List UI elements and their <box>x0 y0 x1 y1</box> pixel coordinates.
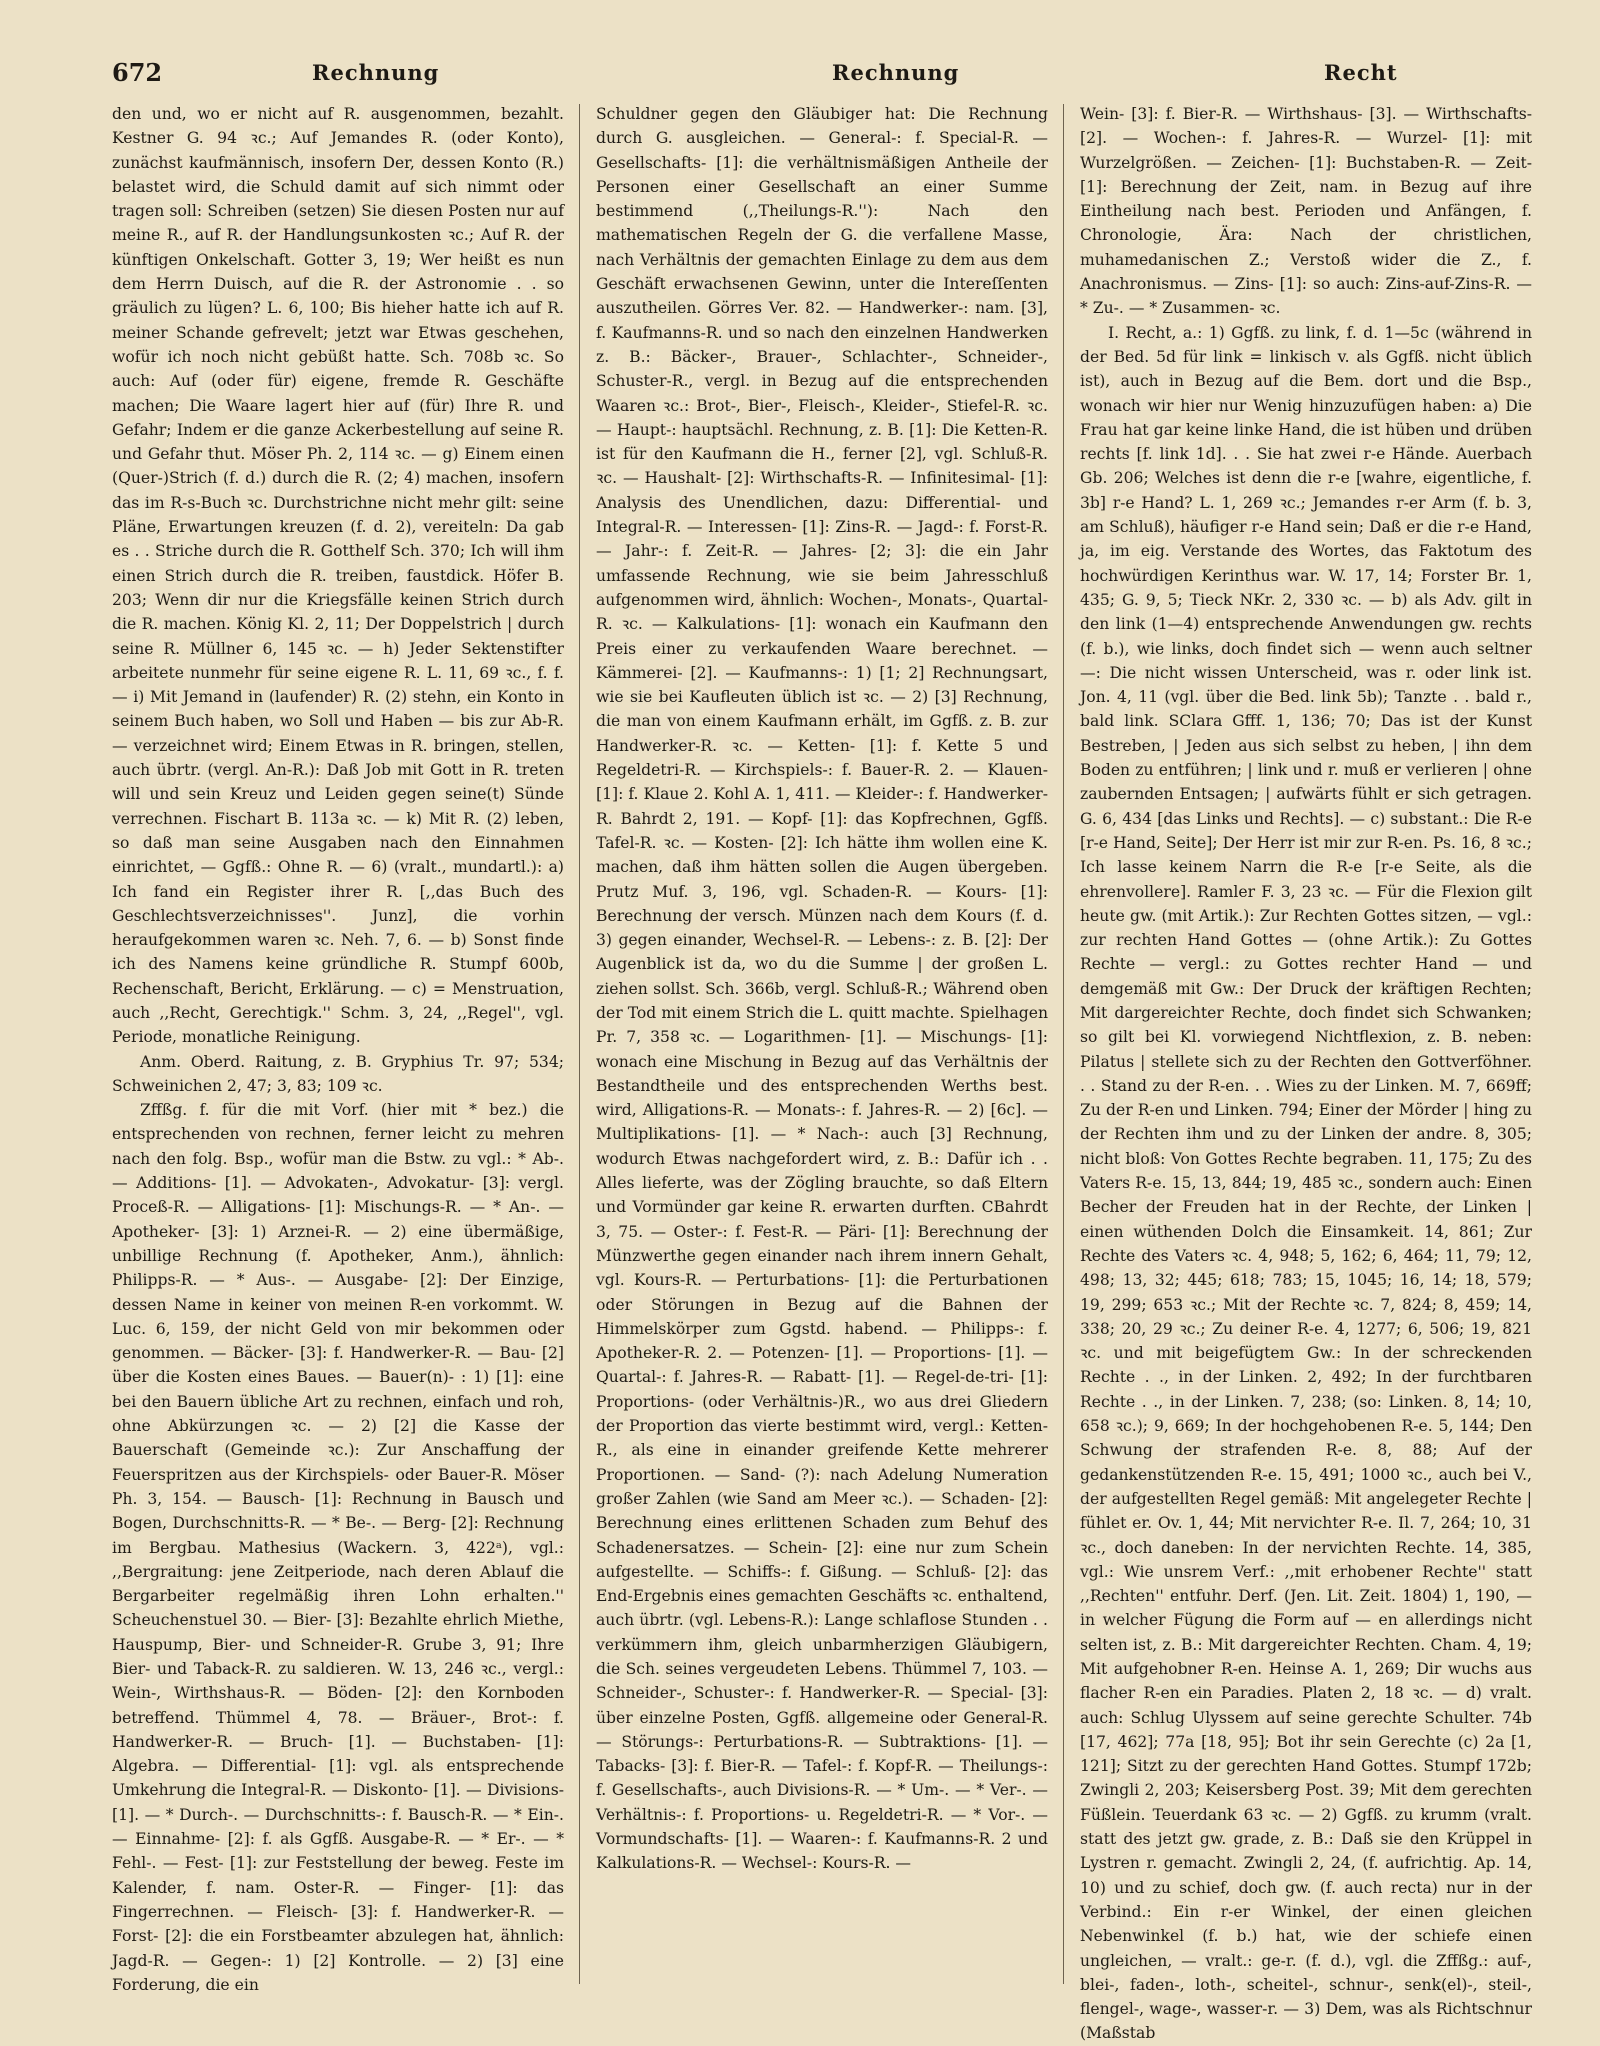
text-column-2 <box>596 102 1048 1992</box>
column-divider <box>1063 104 1064 1984</box>
paragraph: Zffßg. f. für die mit Vorf. (hier mit * bez.) die entsprechenden von rechnen, ferner leicht zu mehren nach den folg. Bsp., wofür man die Bstw. zu vgl.: * Ab-. — Additions- [1]. — Advokaten-, Advokatur- [3]: vergl. Proceß-R. — Alligations- [1]: Mischungs-R. — * An-. — Apotheker- [3]: 1) Arznei-R. — 2) eine übermäßige, unbillige Rechnung (f. Apotheker, Anm.), ähnlich: Philipps-R. — * Aus-. — Ausgabe- [2]: Der Einzige, dessen Name in keiner von meinen R-en vorkommt. W. Luc. 6, 159, der nicht Geld von mir bekommen oder genommen. — Bäcker- [3]: f. Handwerker-R. — Bau- [2] über die Kosten eines Baues. — Bauer(n)- : 1) [1]: eine bei den Bauern übliche Art zu rechnen, einfach und roh, ohne Abkürzungen ꝛc. — 2) [2] die Kasse der Bauerschaft (Gemeinde ꝛc.): Zur Anschaffung der Feuerspritzen aus der Kirchspiels- oder Bauer-R. Möser Ph. 3, 154. — Bausch- [1]: Rechnung in Bausch und Bogen, Durchschnitts-R. — * Be-. — Berg- [2]: Rechnung im Bergbau. Mathesius (Wackern. 3, 422ᵃ), vgl.: ,,Bergraitung: jene Zeitperiode, nach deren Ablauf die Bergarbeiter regelmäßig ihren Lohn erhalten.'' Scheuchenstuel 30. — Bier- [3]: Bezahlte ehrlich Miethe, Hauspump, Bier- und Schneider-R. Grube 3, 91; Ihre Bier- und Taback-R. zu saldieren. W. 13, 246 ꝛc., vergl.: Wein-, Wirthshaus-R. — Böden- [2]: den Kornboden betreffend. Thümmel 4, 78. — Bräuer-, Brot-: f. Handwerker-R. — Bruch- [1]. — Buchstaben- [1]: Algebra. — Differential- [1]: vgl. als entsprechende Umkehrung die Integral-R. — Diskonto- [1]. — Divisions- [1]. — * Durch-. — Durchschnitts-: f. Bausch-R. — * Ein-. — Einnahme- [2]: f. als Ggfß. Ausgabe-R. — * Er-. — * Fehl-. — Fest- [1]: zur Feststellung der beweg. Feste im Kalender, f. nam. Oster-R. — Finger- [1]: das Fingerrechnen. — Fleisch- [3]: f. Handwerker-R. — Forst- [2]: die ein Forstbeamter abzulegen hat, ähnlich: Jagd-R. — Gegen-: 1) [2] Kontrolle. — 2) [3] eine Forderung, die ein <box>112 1101 564 1994</box>
text-column-3 <box>1080 102 1532 2043</box>
column-divider <box>579 104 580 1984</box>
paragraph: den und, wo er nicht auf R. ausgenommen, bezahlt. Kestner G. 94 ꝛc.; Auf Jemandes R. (oder Konto), zunächst kaufmännisch, insofern Der, dessen Konto (R.) belastet wird, die Schuld damit auf sich nimmt oder tragen soll: Schreiben (setzen) Sie diesen Posten nur auf meine R., auf R. der Handlungsunkosten ꝛc.; Auf R. der künftigen Onkelschaft. Gotter 3, 19; Wer heißt es nun dem Herrn Duisch, auf die R. der Astronomie . . so gräulich zu lügen? L. 6, 100; Bis hieher hatte ich auf R. meiner Schande gefrevelt; jetzt war Etwas geschehen, wofür ich noch nicht gebüßt hatte. Sch. 708b ꝛc. So auch: Auf (oder für) eigene, fremde R. Geschäfte machen; Die Waare lagert hier auf (für) Ihre R. und Gefahr; Indem er die ganze Ackerbestellung auf seine R. und Gefahr thut. Möser Ph. 2, 114 ꝛc. — g) Einem einen (Quer-)Strich (f. d.) durch die R. (2; 4) machen, insofern das im R-s-Buch ꝛc. Durchstrichne nicht mehr gilt: seine Pläne, Erwartungen kreuzen (f. d. 2), vereiteln: Da gab es . . Striche durch die R. Gotthelf Sch. 370; Ich will ihm einen Strich durch die R. treiben, faustdick. Höfer B. 203; Wenn dir nur die Kriegsfälle keinen Strich durch die R. machen. König Kl. 2, 11; Der Doppelstrich | durch seine R. Müllner 6, 145 ꝛc. — h) Jeder Sektenstifter arbeitete nunmehr für seine eigene R. L. 11, 69 ꝛc., f. f. — i) Mit Jemand in (laufender) R. (2) stehn, ein Konto in seinem Buch haben, wo Soll und Haben — bis zur Ab-R. — verzeichnet wird; Einem Etwas in R. bringen, stellen, auch übrtr. (vergl. An-R.): Daß Job mit Gott in R. treten will und sein Kreuz und Leiden gegen seine(t) Sünde verrechnen. Fischart B. 113a ꝛc. — k) Mit R. (2) leben, so daß man seine Ausgaben nach den Einnahmen einrichtet, — Ggfß.: Ohne R. — 6) (vralt., mundartl.): a) Ich fand ein Register ihrer R. [,,das Buch des Geschlechtsverzeichnisses''. Junz], die vorhin heraufgekommen waren ꝛc. Neh. 7, 6. — b) Sonst finde ich des Namens keine gründliche R. Stumpf 600b, Rechenschaft, Bericht, Erklärung. — c) = Menstruation, auch ,,Recht, Gerechtigk.'' Schm. 3, 24, ,,Regel'', vgl. Periode, monatliche Reinigung. <box>112 105 564 1047</box>
paragraph: Wein- [3]: f. Bier-R. — Wirthshaus- [3]. — Wirthschafts- [2]. — Wochen-: f. Jahres-R. — Wurzel- [1]: mit Wurzelgrößen. — Zeichen- [1]: Buchstaben-R. — Zeit- [1]: Berechnung der Zeit, nam. in Bezug auf ihre Eintheilung nach best. Perioden und Anfängen, f. Chronologie, Ära: Nach der christlichen, muhamedanischen Z.; Verstoß wider die Z., f. Anachronismus. — Zins- [1]: so auch: Zins-auf-Zins-R. — * Zu-. — * Zusammen- ꝛc. <box>1080 105 1532 318</box>
running-head-center: Rechnung <box>832 60 960 85</box>
page-number: 672 <box>112 58 163 87</box>
running-head-right: Recht <box>1324 60 1398 85</box>
entry-recht: I. Recht, a.: 1) Ggfß. zu link, f. d. 1—5c (während in der Bed. 5d für link = linkisch v. als Ggfß. nicht üblich ist), auch in Bezug auf die Bem. dort und die Bsp., wonach wir hier nur Wenig hinzuzufügen haben: a) Die Frau hat gar keine linke Hand, die ist hüben und drüben rechts [f. link 1d]. . . Sie hat zwei r-e Hände. Auerbach Gb. 206; Welches ist denn die r-e [wahre, eigentliche, f. 3b] r-e Hand? L. 1, 269 ꝛc.; Jemandes r-er Arm (f. b. 3, am Schluß), häufiger r-e Hand sein; Daß er die r-e Hand, ja, im eig. Verstande des Wortes, das Faktotum des hochwürdigen Kerinthus war. W. 17, 14; Forster Br. 1, 435; G. 9, 5; Tieck NKr. 2, 330 ꝛc. — b) als Adv. gilt in den link (1—4) entsprechende Anwendungen gw. rechts (f. b.), wie links, doch findet sich — wenn auch seltner —: Die nicht wissen Unterscheid, was r. oder link ist. Jon. 4, 11 (vgl. über die Bed. link 5b); Tanzte . . bald r., bald link. SClara Gfff. 1, 136; 70; Das ist der Kunst Bestreben, | Jeden aus sich selbst zu heben, | ihn dem Boden zu entführen; | link und r. muß er verlieren | ohne zaubernden Entsagen; | aufwärts fühlt er sich getragen. G. 6, 434 [das Links und Rechts]. — c) substant.: Die R-e [r-e Hand, Seite]; Der Herr ist mir zur R-en. Ps. 16, 8 ꝛc.; Ich lasse keinem Narrn die R-e [r-e Seite, als die ehrenvollere]. Ramler F. 3, 23 ꝛc. — Für die Flexion gilt heute gw. (mit Artik.): Zur Rechten Gottes sitzen, — vgl.: zur rechten Hand Gottes — (ohne Artik.): Zu Gottes Rechte — vergl.: zu Gottes rechter Hand — und demgemäß mit Gw.: Der Druck der kräftigen Rechten; Mit dargereichter Rechte, doch findet sich Schwanken; so gilt bei Kl. vorwiegend Nichtflexion, z. B. neben: Pilatus | stellete sich zu der Rechten den Gottverföhner. . . Stand zu der R-en. . . Wies zu der Linken. M. 7, 669ff; Zu der R-en und Linken. 794; Einer der Mörder | hing zu der Rechten ihm und zu der Linken der andre. 8, 305; nicht bloß: Von Gottes Rechte begraben. 11, 175; Zu des Vaters R-e. 15, 13, 844; 19, 485 ꝛc., sondern auch: Einen Becher der Freuden hat in der Rechte, der Linken | einen wüthenden Dolch die Einsamkeit. 14, 861; Zur Rechte des Vaters ꝛc. 4, 948; 5, 162; 6, 464; 11, 79; 12, 498; 13, 32; 445; 618; 783; 15, 1045; 16, 14; 18, 579; 19, 299; 653 ꝛc.; Mit der Rechte ꝛc. 7, 824; 8, 459; 14, 338; 20, 29 ꝛc.; Zu deiner R-e. 4, 1277; 6, 506; 19, 821 ꝛc. und mit beigefügtem Gw.: In der schreckenden Rechte . ., in der Linken. 2, 492; In der furchtbaren Rechte . ., in der Linken. 7, 238; (so: Linken. 8, 14; 10, 658 ꝛc.); 9, 669; In der hochgehobenen R-e. 5, 144; Den Schwung der strafenden R-e. 8, 88; Auf der gedankenstützenden R-e. 15, 491; 1000 ꝛc., auch bei V., der aufgestellten Regel gemäß: Mit angelegeter Rechte | fühlet er. Ov. 1, 44; Mit nervichter R-e. Il. 7, 264; 10, 31 ꝛc., doch daneben: In der nervichten Rechte. 14, 385, vgl.: Wie unsrem Verf.: ,,mit erhobener Rechte'' statt ,,Rechten'' entfuhr. Derf. (Jen. Lit. Zeit. 1804) 1, 190, — in welcher Fügung die Form auf — en allerdings nicht selten ist, z. B.: Mit dargereichter Rechten. Cham. 4, 19; Mit aufgehobner R-en. Heinse A. 1, 269; Dir wuchs aus flacher R-en ein Paradies. Platen 2, 18 ꝛc. — d) vralt. auch: Schlug Ulyssem auf seine gerechte Schulter. 74b [17, 462]; 77a [18, 95]; Bot ihr sein Gerechte (c) 2a [1, 121]; Sitzt zu der gerechten Hand Gottes. Stumpf 172b; Zwingli 2, 203; Keisersberg Post. 39; Mit dem gerechten Füßlein. Teuerdank 63 ꝛc. — 2) Ggfß. zu krumm (vralt. statt des jetzt gw. grade, z. B.: Daß sie den Krüppel in Lystren r. gemacht. Zwingli 2, 24, (f. aufrichtig. Ap. 14, 10) und zu schief, doch gw. (f. auch recta) nur in der Verbind.: Ein r-er Winkel, der einen gleichen Nebenwinkel (f. b.) hat, wie der schiefe einen ungleichen, — vralt.: ge-r. (f. d.), vgl. die Zffßg.: auf-, blei-, faden-, loth-, scheitel-, schnur-, senk(el)-, steil-, flengel-, wage-, wasser-r. — 3) Dem, was als Richtschnur (Maßstab <box>1080 323 1532 2043</box>
page-header <box>112 58 1532 94</box>
running-head-left: Rechnung <box>312 60 440 85</box>
paragraph-note: Anm. Oberd. Raitung, z. B. Gryphius Tr. 97; 534; Schweinichen 2, 47; 3, 83; 109 ꝛc. <box>112 1052 564 1095</box>
text-column-1 <box>112 102 564 1992</box>
paragraph: Schuldner gegen den Gläubiger hat: Die Rechnung durch G. ausgleichen. — General-: f. Special-R. — Gesellschafts- [1]: die verhältnismäßigen Antheile der Personen einer Gesellschaft an einer Summe bestimmend (,,Theilungs-R.''): Nach den mathematischen Regeln der G. die verfallene Masse, nach Verhältnis der gemachten Einlage zu dem aus dem Geschäft erwachsenen Gewinn, unter die Intereſſenten auszutheilen. Görres Ver. 82. — Handwerker-: nam. [3], f. Kaufmanns-R. und so nach den einzelnen Handwerken z. B.: Bäcker-, Brauer-, Schlachter-, Schneider-, Schuster-R., vergl. in Bezug auf die entsprechenden Waaren ꝛc.: Brot-, Bier-, Fleisch-, Kleider-, Stiefel-R. ꝛc. — Haupt-: hauptsächl. Rechnung, z. B. [1]: Die Ketten-R. ist für den Kaufmann die H., ferner [2], vgl. Schluß-R. ꝛc. — Haushalt- [2]: Wirthschafts-R. — Infinitesimal- [1]: Analysis des Unendlichen, dazu: Differential- und Integral-R. — Interessen- [1]: Zins-R. — Jagd-: f. Forst-R. — Jahr-: f. Zeit-R. — Jahres- [2; 3]: die ein Jahr umfassende Rechnung, wie sie beim Jahresschluß aufgenommen wird, ähnlich: Wochen-, Monats-, Quartal-R. ꝛc. — Kalkulations- [1]: wonach ein Kaufmann den Preis einer zu verkaufenden Waare berechnet. — Kämmerei- [2]. — Kaufmanns-: 1) [1; 2] Rechnungsart, wie sie bei Kaufleuten üblich ist ꝛc. — 2) [3] Rechnung, die man von einem Kaufmann erhält, im Ggfß. z. B. zur Handwerker-R. ꝛc. — Ketten- [1]: f. Kette 5 und Regeldetri-R. — Kirchspiels-: f. Bauer-R. 2. — Klauen- [1]: f. Klaue 2. Kohl A. 1, 411. — Kleider-: f. Handwerker-R. Bahrdt 2, 191. — Kopf- [1]: das Kopfrechnen, Ggfß. Tafel-R. ꝛc. — Kosten- [2]: Ich hätte ihm wollen eine K. machen, daß ihm hätten sollen die Augen übergeben. Prutz Muf. 3, 196, vgl. Schaden-R. — Kours- [1]: Berechnung der versch. Münzen nach dem Kours (f. d. 3) gegen einander, Wechsel-R. — Lebens-: z. B. [2]: Der Augenblick ist da, wo du die Summe | der großen L. ziehen sollst. Sch. 366b, vergl. Schluß-R.; Während oben der Tod mit einem Strich die L. quitt machte. Spielhagen Pr. 7, 358 ꝛc. — Logarithmen- [1]. — Mischungs- [1]: wonach eine Mischung in Bezug auf das Verhältnis der Bestandtheile und des entsprechenden Werths best. wird, Alligations-R. — Monats-: f. Jahres-R. — 2) [6c]. — Multiplikations- [1]. — * Nach-: auch [3] Rechnung, wodurch Etwas nachgefordert wird, z. B.: Dafür ich . . Alles lieferte, was der Zögling brauchte, so daß Eltern und Vormünder gar keine R. erwarten durften. CBahrdt 3, 75. — Oster-: f. Fest-R. — Päri- [1]: Berechnung der Münzwerthe gegen einander nach ihrem innern Gehalt, vgl. Kours-R. — Perturbations- [1]: die Perturbationen oder Störungen in Bezug auf die Bahnen der Himmelskörper zum Ggstd. habend. — Philipps-: f. Apotheker-R. 2. — Potenzen- [1]. — Proportions- [1]. — Quartal-: f. Jahres-R. — Rabatt- [1]. — Regel-de-tri- [1]: Proportions- (oder Verhältnis-)R., wo aus drei Gliedern der Proportion das vierte bestimmt wird, vergl.: Ketten-R., als eine in einander greifende Kette mehrerer Proportionen. — Sand- (?): nach Adelung Numeration großer Zahlen (wie Sand am Meer ꝛc.). — Schaden- [2]: Berechnung eines erlittenen Schaden zum Behuf des Schadenersatzes. — Schein- [2]: eine nur zum Schein aufgestellte. — Schiffs-: f. Gißung. — Schluß- [2]: das End-Ergebnis eines gemachten Geschäfts ꝛc. enthaltend, auch übrtr. (vgl. Lebens-R.): Lange schlaflose Stunden . . verkümmern ihm, gleich unbarmherzigen Gläubigern, die Sch. seines vergeudeten Lebens. Thümmel 7, 103. — Schneider-, Schuster-: f. Handwerker-R. — Special- [3]: über einzelne Posten, Ggfß. allgemeine oder General-R. — Störungs-: Perturbations-R. — Subtraktions- [1]. — Tabacks- [3]: f. Bier-R. — Tafel-: f. Kopf-R. — Theilungs-: f. Gesellschafts-, auch Divisions-R. — * Um-. — * Ver-. — Verhältnis-: f. Proportions- u. Regeldetri-R. — * Vor-. — Vormundschafts- [1]. — Waaren-: f. Kaufmanns-R. 2 und Kalkulations-R. — Wechsel-: Kours-R. — <box>596 105 1048 1873</box>
